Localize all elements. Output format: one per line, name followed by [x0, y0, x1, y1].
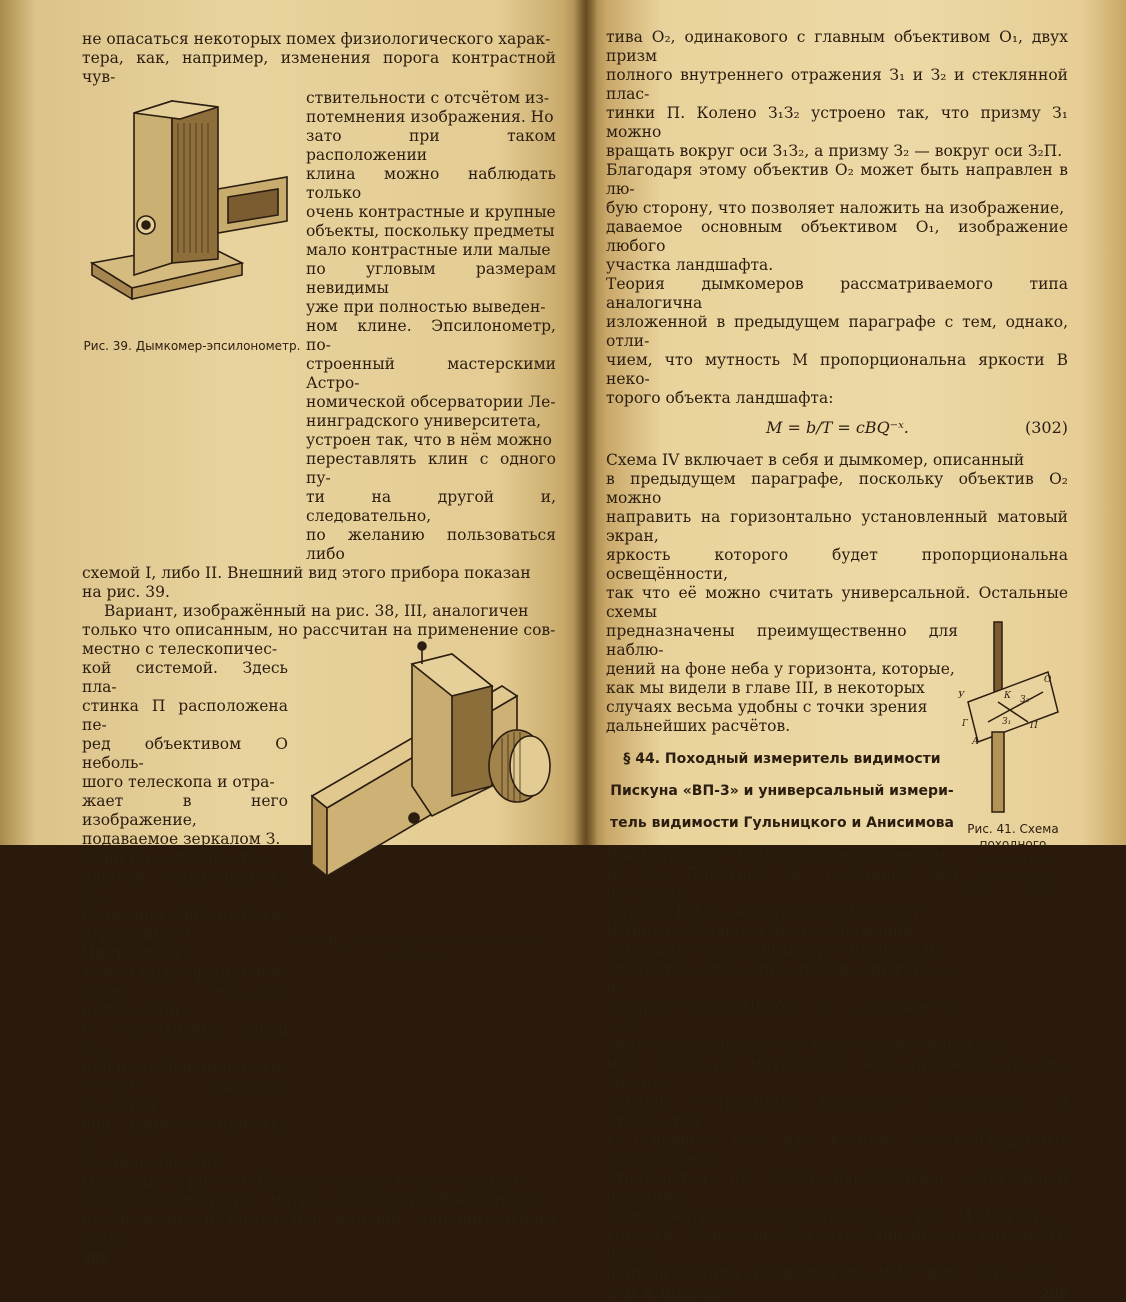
figure-39: [82, 87, 306, 383]
text-line: по угловым размерам невидимы: [306, 260, 556, 297]
text-line: казан на рис. 40.: [82, 1153, 222, 1171]
text-line: клина можно наблюдать только: [306, 165, 556, 202]
text-line: полного внутреннего отражения З₁ и З₂ и стеклянной плас-: [606, 66, 1068, 103]
text-line: жает в него изображение,: [82, 792, 288, 829]
text-line: Схема инструмента представлена на рис. 41. Внутри: [606, 1207, 1044, 1225]
section-heading: [606, 750, 958, 832]
heading-line: тель видимости Гульницкого и Анисимова: [610, 815, 954, 831]
fig39-caption: Рис. 39. Дымкомер-эпсилонометр.: [83, 339, 301, 353]
text-line: стинка П расположена пе-: [82, 697, 288, 734]
text-line: участка ландшафта.: [606, 256, 774, 274]
text-line: виде насадки, надеваемой: [82, 982, 288, 1019]
text-line: чием, что мутность M пропорциональна яркости B неко-: [606, 351, 1068, 388]
text-line: II типа получаются два изображения: [606, 922, 914, 940]
text-line: направить на горизонтально установленный матовый экран,: [606, 508, 1068, 545]
text-line: в предыдущем параграфе, поскольку объектив О₂ можно: [606, 470, 1068, 507]
text-line: нённый к линии зрения под углом 45° и два зеркала З₁: [606, 1264, 1062, 1282]
text-line: объекты, поскольку предметы: [306, 222, 555, 240]
text-line: случаях весьма удобны с точки зрения: [606, 698, 928, 716]
text-line: бражения, либо на пути: [82, 906, 281, 924]
text-line: по желанию пользоваться либо: [306, 526, 556, 563]
text-line: кой системой. Здесь пла-: [82, 659, 288, 696]
heading-line: § 44. Походный измеритель видимости: [623, 751, 941, 767]
text-line: мало контрастные или малые: [306, 241, 551, 259]
text-line: очень контрастные и крупные: [306, 203, 556, 221]
heading-line: Пискуна «ВП-3» и универсальный измери-: [610, 783, 954, 799]
text-line: ред объективом О неболь-: [82, 735, 288, 772]
text-line: устроен так, что в нём можно: [306, 431, 552, 449]
fig41-label-k: К: [1004, 691, 1011, 701]
right-page-number: 209: [1040, 1287, 1068, 1302]
text-line: в основном тем, что в нём оба наблюдаемых изображения: [606, 1131, 1068, 1168]
fig41-caption: Рис. 41. Схема походного измерителя видимости «ВП-3» Пискуна.: [960, 822, 1066, 896]
text-line: Теория дымкомеров рассматриваемого типа аналогична: [606, 275, 1068, 312]
text-line: шого телескопа и отра-: [82, 773, 275, 791]
text-line: бую сторону, что позволяет наложить на изображение,: [606, 199, 1065, 217]
text-line: мый объект рассматривается невооружённым глазом. От ана-: [606, 1055, 1068, 1092]
text-line: ной из трубок призмати-: [82, 1058, 287, 1076]
text-line: тива О₂, одинакового с главным объективом О₁, двух призм: [606, 28, 1068, 65]
left-wrap-text: [306, 87, 556, 564]
text-line: анателескопической системы, так что наблюдае-: [606, 1036, 1013, 1054]
text-line: уже при полностью выведен-: [306, 298, 546, 316]
text-line: вращать вокруг оси З₁З₂, а призму З₂ — вокруг оси З₂П.: [606, 142, 1063, 160]
fig41-label-z2: З₂: [1020, 695, 1030, 705]
text-line: схемой I, либо II. Внешний вид этого прибора показан: [82, 564, 531, 582]
text-line: панорамы, наложенных друг на друга и: [606, 941, 935, 959]
fig41-label-g: Г: [962, 719, 968, 729]
text-line: переставлять клин с одного пу-: [306, 450, 556, 487]
left-para2-second: только что описанным, но рассчитан на применение сов-: [82, 621, 556, 639]
left-page-number: 208: [82, 1252, 110, 1267]
text-line: подаваемое зеркалом З.: [82, 830, 281, 848]
fig39-drawing: [82, 93, 292, 323]
fig41-label-o: О: [1044, 675, 1052, 685]
text-line: дений на фоне неба у горизонта, которые,: [606, 660, 955, 678]
figure-41: [958, 622, 1068, 922]
left-narrow-text: [82, 640, 288, 1172]
left-mid-text: [82, 564, 556, 602]
text-line: местно с телескопичес-: [82, 640, 278, 658]
left-top-text: [82, 30, 556, 87]
left-para2-first: Вариант, изображённый на рис. 38, III, аналогичен: [104, 602, 529, 620]
fig40-caption: Рис. 40. Дымкомер-насадка к полевому биноклю.: [296, 934, 548, 963]
text-line: предназначены преимущественно для наблю-: [606, 622, 958, 659]
fig41-label-y: У: [958, 691, 965, 701]
fig41-label-p: П: [1030, 721, 1038, 731]
text-line: коробки А помещается стеклянный отражатель П, накло-: [606, 1226, 1068, 1263]
formula-number: (302): [1024, 418, 1068, 437]
fig41-drawing: [958, 622, 1068, 822]
text-line: вид такого устройства по-: [82, 1115, 288, 1152]
book-gutter: [574, 0, 598, 845]
text-line: на рис. 39.: [82, 583, 170, 601]
right-page: [586, 0, 1126, 1302]
left-bottom-text: [82, 1172, 556, 1248]
text-line: как мы видели в главе III, в некоторых: [606, 679, 925, 697]
text-line: не опасаться некоторых помех физиологического харак-: [82, 30, 551, 48]
text-line: Клин К располагается: [82, 849, 267, 867]
fig41-label-z1: З₁: [1002, 717, 1012, 727]
text-line: ти на другой и, следовательно,: [306, 488, 556, 525]
text-line: отражённого. Инструмент: [82, 925, 195, 962]
right-bottom-text: [606, 1036, 1068, 1283]
right-top-text: [606, 28, 1068, 275]
text-line: так что её можно считать универсальной. Остальные схемы: [606, 584, 1068, 621]
right-section-text: [606, 846, 958, 1036]
text-line: нинградского университета,: [306, 412, 542, 430]
text-line: на объективный конец од-: [82, 1020, 288, 1057]
signature-line: 14 В. В. Шаронов: [606, 1287, 724, 1302]
formula-302: [606, 418, 1068, 437]
text-line: зато при таком расположении: [306, 127, 556, 164]
text-line: изложенной в предыдущем параграфе с тем, однако, отли-: [606, 313, 1068, 350]
text-line: Наконец, на рис. 38, IV представлена более сложная: [82, 1172, 520, 1190]
text-line: Благодаря этому объектив О₂ может быть направлен в лю-: [606, 161, 1068, 198]
right-theory-text: [606, 275, 1068, 408]
text-line: Схема IV включает в себя и дымкомер, описанный: [606, 451, 1025, 469]
text-line: тера, как, например, изменения порога контрастной чув-: [82, 49, 556, 86]
text-line: изображение подаётся при помощи дополнительного объек-: [82, 1210, 556, 1247]
text-line: схема дымкомера рассматриваемого типа. В ней второе: [82, 1191, 546, 1209]
text-line: даваемое основным объективом О₁, изображение любого: [606, 218, 1068, 255]
text-line: который угол. Прибор не заключает в себе: [606, 998, 958, 1035]
text-line: потемнения изображения. Но: [306, 108, 554, 126]
figure-40: [288, 640, 556, 982]
text-line: дальнейших расчётов.: [606, 717, 791, 735]
fig40-drawing: [302, 646, 562, 916]
formula: M = b/T = cBQ⁻ˣ.: [766, 418, 909, 437]
text-line: торого объекта ландшафта:: [606, 389, 834, 407]
text-line: тинки П. Колено З₁З₂ устроено так, что призму З₁ можно: [606, 104, 1068, 141]
text-line: ствительности с отсчётом из-: [306, 89, 550, 107]
text-line: В. Ф. Пискуном и названном им походным,: [606, 865, 958, 902]
text-line: яркость которого будет пропорциональна освещённости,: [606, 546, 1068, 583]
fig41-label-a: А: [972, 737, 979, 747]
text-line: либо на пути прямого изо-: [82, 868, 288, 905]
text-line: может быть оформлен в: [82, 963, 280, 981]
right-scheme-text: [606, 451, 1068, 622]
right-wrap-text: [606, 622, 958, 736]
text-line: ном клине. Эпсилонометр, по-: [306, 317, 556, 354]
text-line: отражаются от плоско-параллельной стеклянной пластинки.: [606, 1169, 1068, 1206]
text-line: ческого бинокля; внешний: [82, 1077, 288, 1114]
text-line: логично устроенных вариантов дымкомера он отличается: [606, 1093, 1068, 1130]
text-line: сдвинутых одно относительно другого на не-: [606, 960, 958, 997]
text-line: а также ВП-3, аналогично дымкомеру: [606, 903, 921, 921]
text-line: номической обсерватории Ле-: [306, 393, 556, 411]
text-line: В измерителе видимости, предложенном: [606, 846, 946, 864]
text-line: строенный мастерскими Астро-: [306, 355, 556, 392]
